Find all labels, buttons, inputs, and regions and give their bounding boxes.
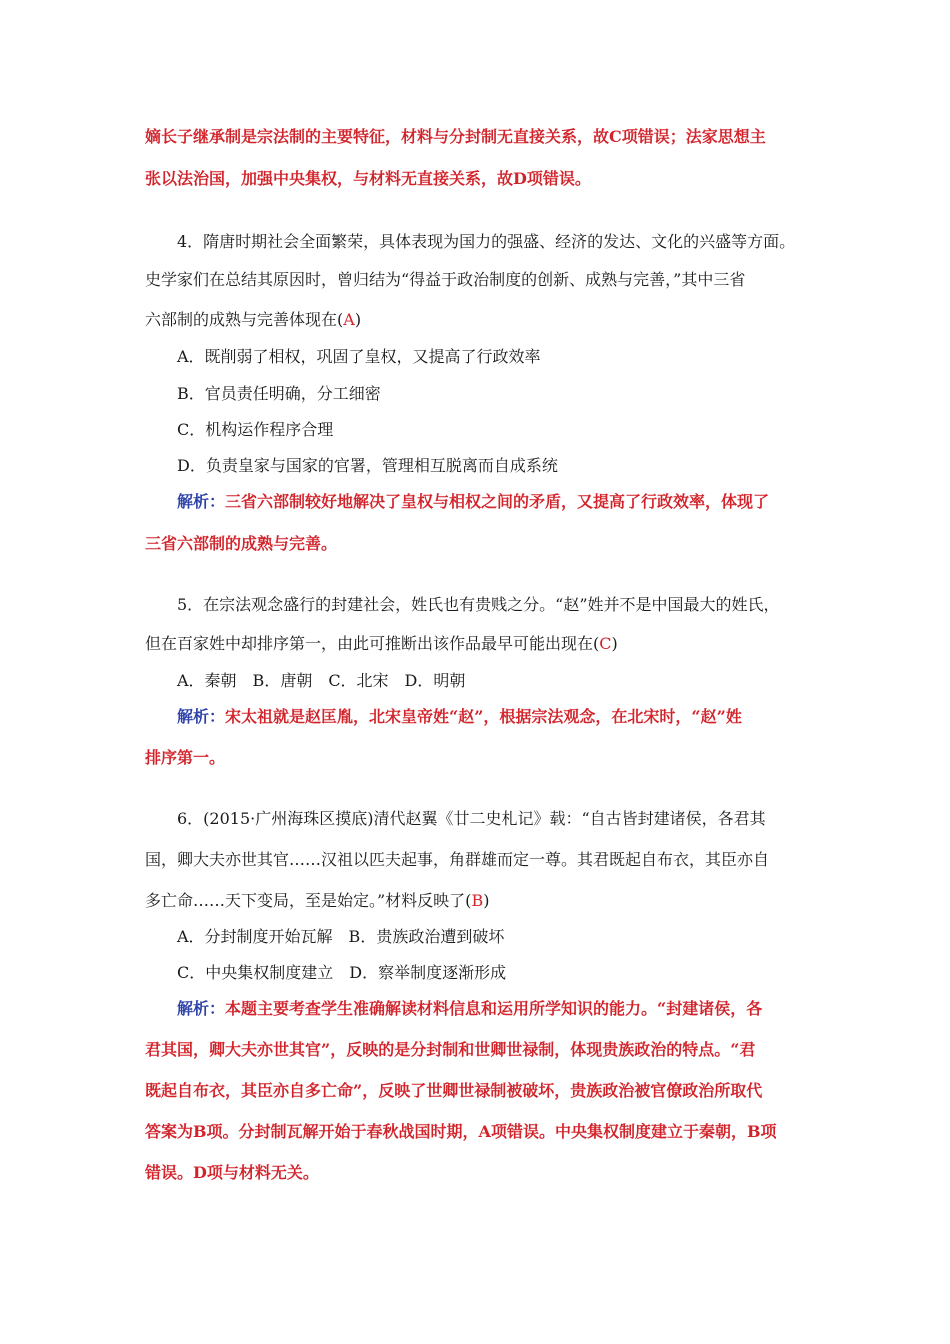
intro-line-1: 嫡长子继承制是宗法制的主要特征，材料与分封制无直接关系，故C项错误；法家思想主 — [145, 127, 766, 146]
q5-explanation-line-2: 排序第一。 — [145, 748, 226, 767]
q5-stem-line-1: 5．在宗法观念盛行的封建社会，姓氏也有贵贱之分。“赵”姓并不是中国最大的姓氏， — [177, 595, 780, 614]
q6-stem-line-2: 国，卿大夫亦世其官……汉祖以匹夫起事，角群雄而定一尊。其君既起自布衣，其臣亦自 — [145, 850, 770, 869]
intro-line-2: 张以法治国，加强中央集权，与材料无直接关系，故D项错误。 — [145, 169, 591, 188]
q6-explanation-label: 解析： — [177, 999, 226, 1018]
q6-explanation-line-1 — [177, 999, 867, 1019]
q6-answer: B — [471, 891, 484, 910]
q4-option-a: A．既削弱了相权，巩固了皇权，又提高了行政效率 — [177, 347, 541, 366]
q5-stem-text: 但在百家姓中却排序第一，由此可推断出该作品最早可能出现在( — [145, 634, 600, 653]
q5-options: A．秦朝 B．唐朝 C．北宋 D．明朝 — [177, 671, 466, 690]
q6-stem-line-3 — [145, 891, 835, 911]
q6-explanation-text: 本题主要考查学生准确解读材料信息和运用所学知识的能力。“封建诸侯，各 — [225, 999, 763, 1018]
q4-stem-line-1: 4．隋唐时期社会全面繁荣，具体表现为国力的强盛、经济的发达、文化的兴盛等方面。 — [177, 232, 796, 251]
q6-options-ab: A．分封制度开始瓦解 B．贵族政治遭到破坏 — [177, 927, 505, 946]
q5-explanation-text: 宋太祖就是赵匡胤，北宋皇帝姓“赵”，根据宗法观念，在北宋时，“赵”姓 — [225, 707, 742, 726]
q5-explanation-line-1 — [177, 707, 867, 727]
q4-explanation-line-1 — [177, 492, 867, 512]
q6-close-paren: ) — [483, 891, 490, 910]
q5-stem-line-2 — [145, 634, 835, 654]
q5-close-paren: ) — [611, 634, 618, 653]
q6-explanation-line-2: 君其国，卿大夫亦世其官”，反映的是分封制和世卿世禄制，体现贵族政治的特点。“君 — [145, 1040, 756, 1059]
q4-explanation-text: 三省六部制较好地解决了皇权与相权之间的矛盾，又提高了行政效率，体现了 — [225, 492, 770, 511]
q6-explanation-line-5: 错误。D项与材料无关。 — [145, 1163, 319, 1182]
q6-stem-line-1: 6．(2015·广州海珠区摸底)清代赵翼《廿二史札记》载：“自古皆封建诸侯，各君其 — [177, 809, 766, 828]
q5-explanation-label: 解析： — [177, 707, 226, 726]
q5-answer: C — [599, 634, 612, 653]
q4-stem-text: 六部制的成熟与完善体现在( — [145, 310, 344, 329]
q4-close-paren: ) — [354, 310, 362, 329]
q4-stem-line-3 — [145, 310, 835, 330]
q4-answer: A — [343, 310, 355, 329]
q4-option-c: C．机构运作程序合理 — [177, 420, 334, 439]
q6-explanation-line-3: 既起自布衣，其臣亦自多亡命”，反映了世卿世禄制被破坏，贵族政治被官僚政治所取代 — [145, 1081, 763, 1100]
q4-explanation-label: 解析： — [177, 492, 226, 511]
q4-option-d: D．负责皇家与国家的官署，管理相互脱离而自成系统 — [177, 456, 558, 475]
q6-stem-text: 多亡命……天下变局，至是始定。”材料反映了( — [145, 891, 472, 910]
q4-explanation-line-2: 三省六部制的成熟与完善。 — [145, 534, 338, 553]
q6-options-cd: C．中央集权制度建立 D．察举制度逐渐形成 — [177, 963, 507, 982]
q4-stem-line-2: 史学家们在总结其原因时，曾归结为“得益于政治制度的创新、成熟与完善，”其中三省 — [145, 270, 746, 289]
q4-option-b: B．官员责任明确，分工细密 — [177, 384, 381, 403]
q6-explanation-line-4: 答案为B项。分封制瓦解开始于春秋战国时期，A项错误。中央集权制度建立于秦朝，B项 — [145, 1122, 777, 1141]
